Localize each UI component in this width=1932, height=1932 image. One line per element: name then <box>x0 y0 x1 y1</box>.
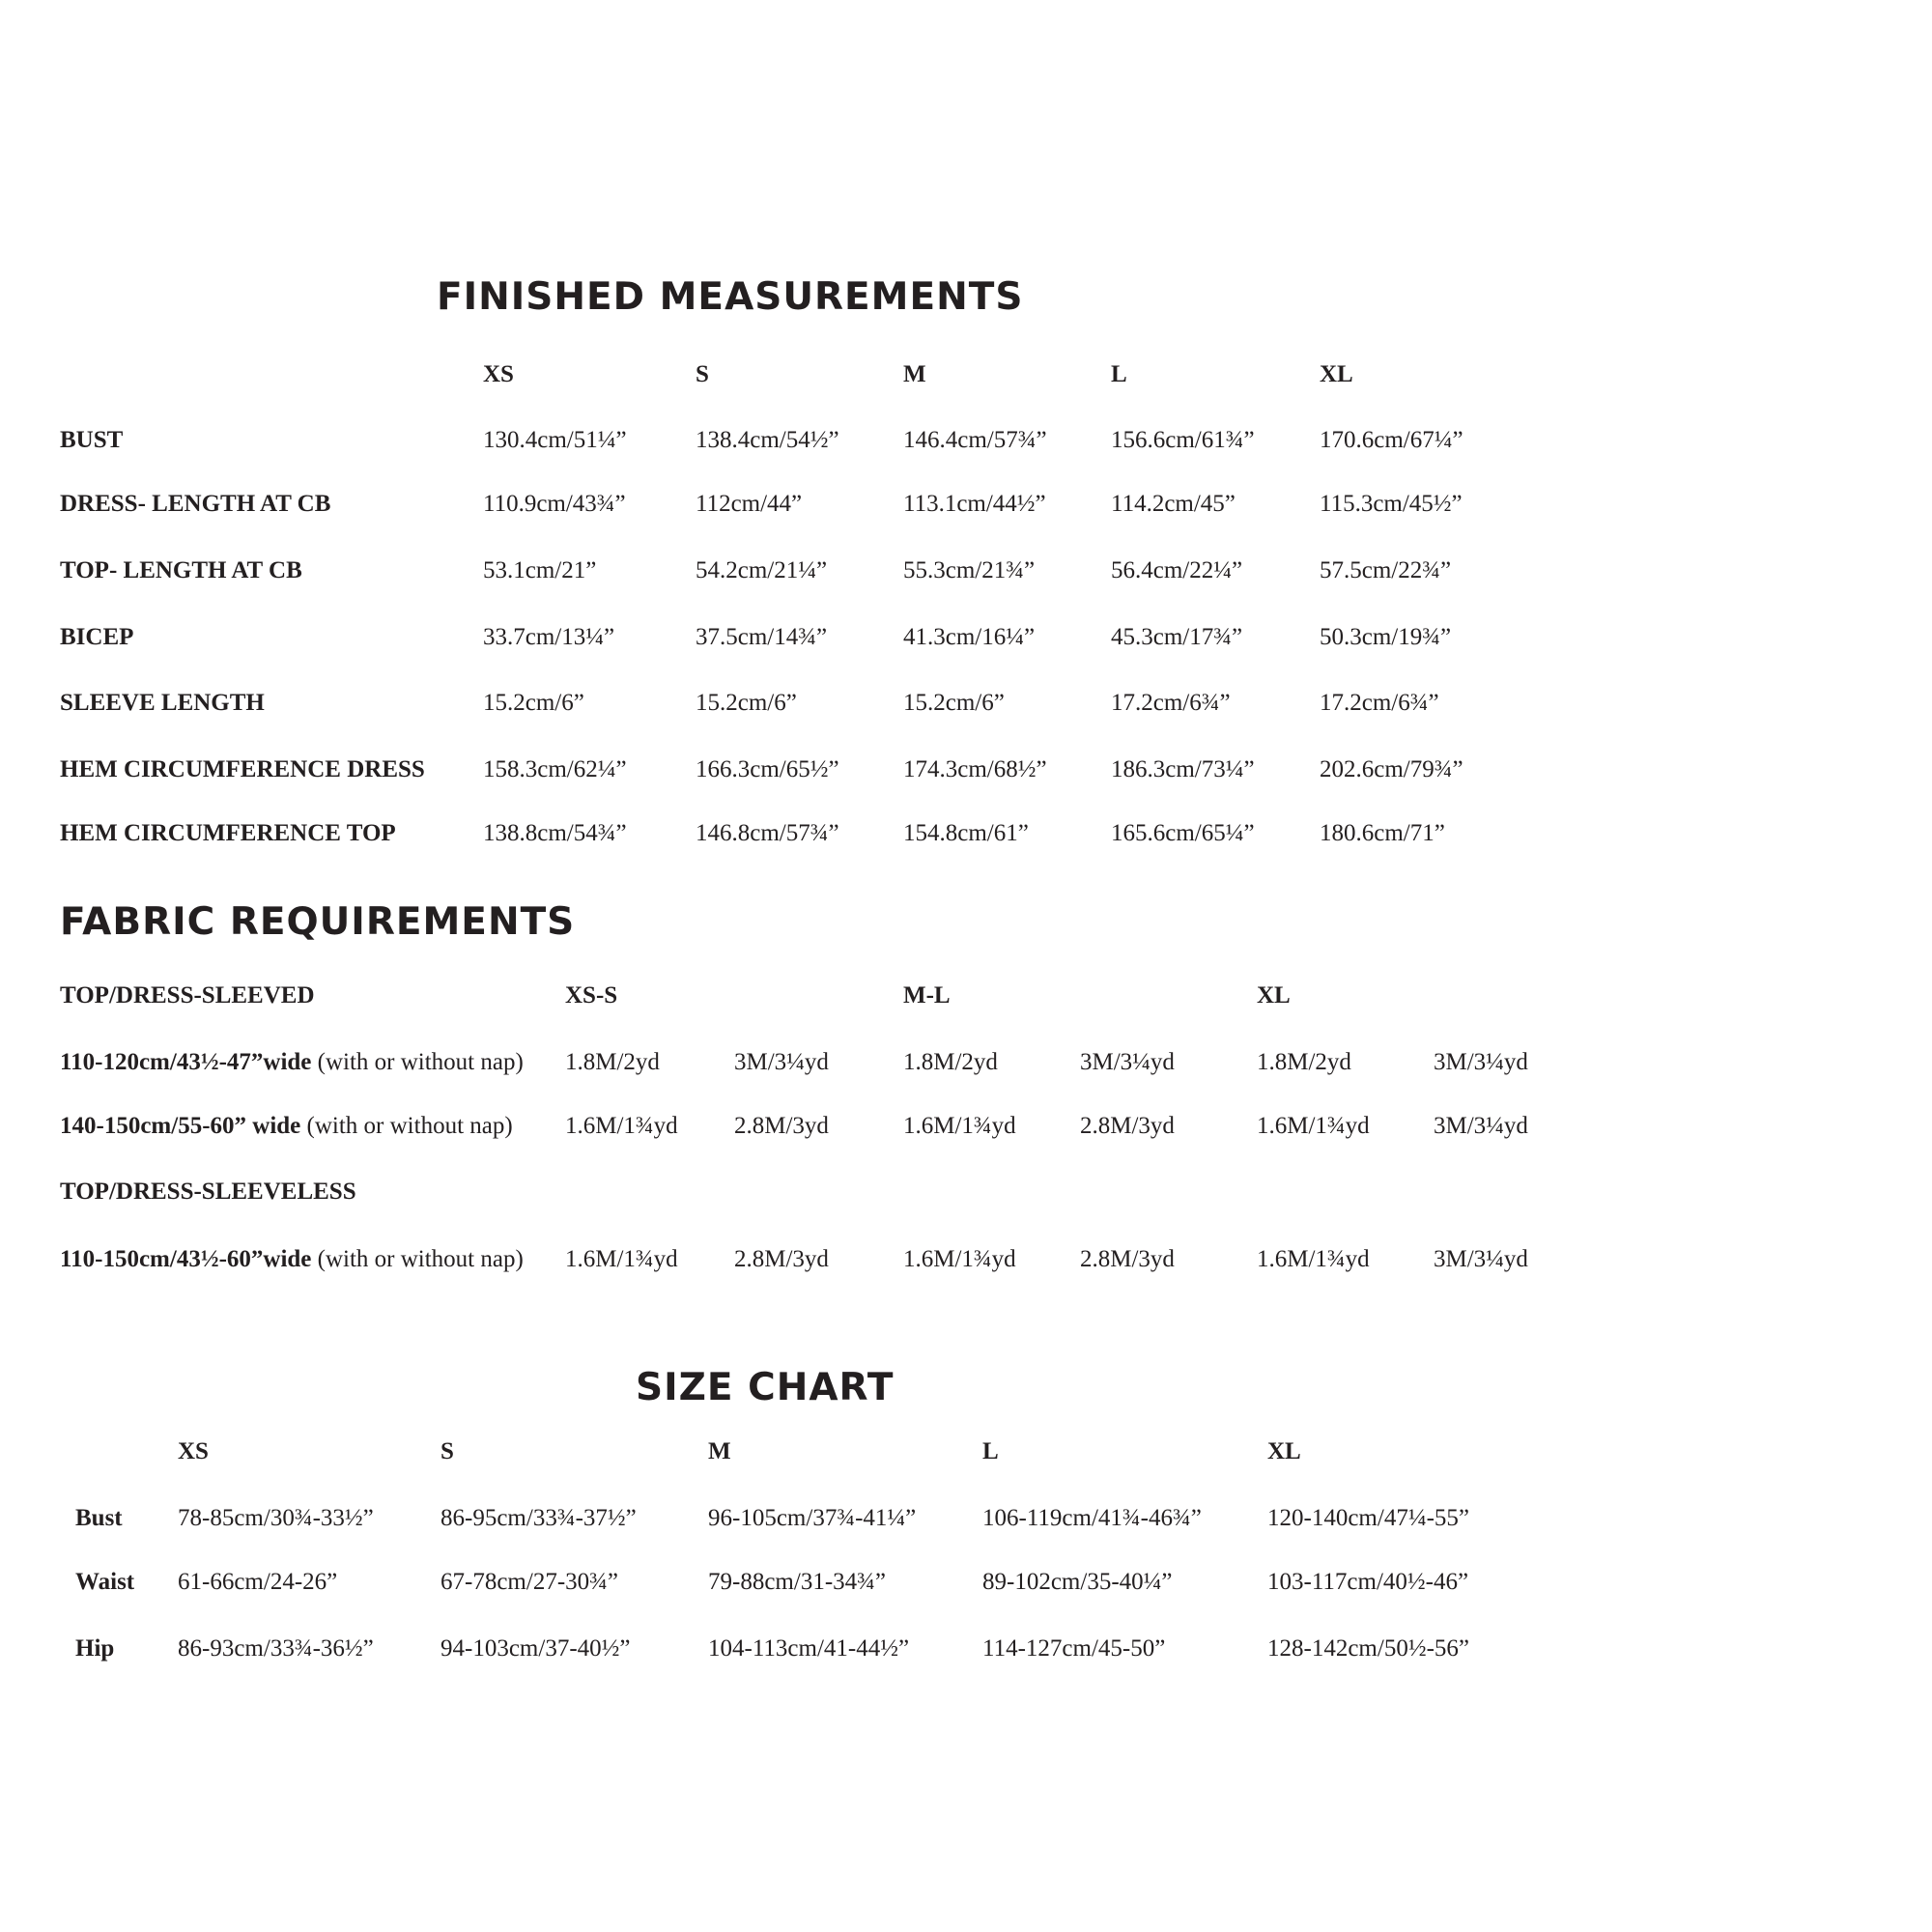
fabric-nap-note: (with or without nap) <box>300 1113 513 1139</box>
fm-size-header: S <box>696 361 709 387</box>
fabric-sleeveless-label: TOP/DRESS-SLEEVELESS <box>60 1179 356 1205</box>
fabric-cell: 2.8M/3yd <box>1080 1246 1175 1272</box>
fabric-cell: 2.8M/3yd <box>734 1113 829 1139</box>
sc-size-header: XS <box>178 1438 209 1464</box>
sc-cell: 86-93cm/33¾-36½” <box>178 1635 374 1662</box>
fabric-cell: 2.8M/3yd <box>734 1246 829 1272</box>
fm-size-header: XS <box>483 361 514 387</box>
fm-cell: 174.3cm/68½” <box>903 756 1047 782</box>
sc-cell: 78-85cm/30¾-33½” <box>178 1505 374 1531</box>
fm-row-label: DRESS- LENGTH AT CB <box>60 491 331 517</box>
fabric-cell: 1.8M/2yd <box>903 1049 998 1075</box>
size-chart-title: SIZE CHART <box>636 1366 895 1409</box>
fabric-width-value: 140-150cm/55-60” wide <box>60 1113 301 1139</box>
sc-row-label: Waist <box>75 1569 135 1595</box>
sc-cell: 86-95cm/33¾-37½” <box>440 1505 637 1531</box>
fabric-size-group-header: XL <box>1257 982 1291 1009</box>
fabric-cell: 3M/3¼yd <box>1080 1049 1175 1075</box>
fabric-cell: 1.6M/1¾yd <box>1257 1246 1370 1272</box>
fabric-nap-note: (with or without nap) <box>311 1246 524 1272</box>
fm-cell: 165.6cm/65¼” <box>1111 820 1255 846</box>
fabric-requirements-title: FABRIC REQUIREMENTS <box>60 900 576 944</box>
sc-cell: 94-103cm/37-40½” <box>440 1635 631 1662</box>
fm-cell: 55.3cm/21¾” <box>903 557 1036 583</box>
sc-cell: 106-119cm/41¾-46¾” <box>982 1505 1202 1531</box>
fabric-cell: 1.8M/2yd <box>1257 1049 1351 1075</box>
fm-cell: 166.3cm/65½” <box>696 756 839 782</box>
fm-cell: 56.4cm/22¼” <box>1111 557 1243 583</box>
sc-row-label: Bust <box>75 1505 123 1531</box>
fabric-width-value: 110-120cm/43½-47”wide <box>60 1049 312 1075</box>
fm-cell: 17.2cm/6¾” <box>1320 690 1439 716</box>
sc-size-header: M <box>708 1438 731 1464</box>
fm-cell: 112cm/44” <box>696 491 803 517</box>
fm-size-header: M <box>903 361 926 387</box>
fabric-width-label <box>60 1048 524 1077</box>
fm-cell: 115.3cm/45½” <box>1320 491 1463 517</box>
fabric-size-group-header: XS-S <box>565 982 618 1009</box>
fabric-width-label <box>60 1245 524 1274</box>
fm-cell: 114.2cm/45” <box>1111 491 1236 517</box>
sc-cell: 120-140cm/47¼-55” <box>1267 1505 1469 1531</box>
fm-row-label: HEM CIRCUMFERENCE DRESS <box>60 756 425 782</box>
fm-cell: 146.8cm/57¾” <box>696 820 839 846</box>
fm-cell: 33.7cm/13¼” <box>483 624 615 650</box>
fabric-cell: 3M/3¼yd <box>1434 1049 1528 1075</box>
fabric-sleeved-label: TOP/DRESS-SLEEVED <box>60 982 315 1009</box>
fabric-cell: 1.6M/1¾yd <box>903 1113 1016 1139</box>
fm-row-label: BICEP <box>60 624 134 650</box>
fm-cell: 170.6cm/67¼” <box>1320 427 1463 453</box>
fabric-cell: 1.6M/1¾yd <box>903 1246 1016 1272</box>
fabric-cell: 3M/3¼yd <box>1434 1246 1528 1272</box>
fabric-cell: 1.6M/1¾yd <box>565 1113 678 1139</box>
fm-cell: 15.2cm/6” <box>696 690 797 716</box>
fm-row-label: BUST <box>60 427 124 453</box>
sc-size-header: S <box>440 1438 454 1464</box>
fm-cell: 202.6cm/79¾” <box>1320 756 1463 782</box>
sc-cell: 128-142cm/50½-56” <box>1267 1635 1469 1662</box>
fm-cell: 138.4cm/54½” <box>696 427 839 453</box>
sc-size-header: XL <box>1267 1438 1301 1464</box>
fm-cell: 110.9cm/43¾” <box>483 491 626 517</box>
sc-cell: 96-105cm/37¾-41¼” <box>708 1505 917 1531</box>
fm-cell: 41.3cm/16¼” <box>903 624 1036 650</box>
fm-cell: 186.3cm/73¼” <box>1111 756 1255 782</box>
fm-cell: 37.5cm/14¾” <box>696 624 828 650</box>
fm-cell: 146.4cm/57¾” <box>903 427 1047 453</box>
fm-cell: 15.2cm/6” <box>903 690 1005 716</box>
fm-row-label: HEM CIRCUMFERENCE TOP <box>60 820 396 846</box>
fabric-cell: 1.6M/1¾yd <box>1257 1113 1370 1139</box>
fm-cell: 158.3cm/62¼” <box>483 756 627 782</box>
fabric-cell: 3M/3¼yd <box>734 1049 829 1075</box>
fm-cell: 53.1cm/21” <box>483 557 597 583</box>
sc-cell: 114-127cm/45-50” <box>982 1635 1166 1662</box>
fm-cell: 17.2cm/6¾” <box>1111 690 1231 716</box>
fm-cell: 57.5cm/22¾” <box>1320 557 1452 583</box>
fabric-width-value: 110-150cm/43½-60”wide <box>60 1246 312 1272</box>
fm-cell: 50.3cm/19¾” <box>1320 624 1452 650</box>
fm-size-header: L <box>1111 361 1127 387</box>
sc-cell: 67-78cm/27-30¾” <box>440 1569 618 1595</box>
fabric-size-group-header: M-L <box>903 982 951 1009</box>
sc-cell: 89-102cm/35-40¼” <box>982 1569 1173 1595</box>
fabric-cell: 3M/3¼yd <box>1434 1113 1528 1139</box>
fm-cell: 45.3cm/17¾” <box>1111 624 1243 650</box>
fm-cell: 156.6cm/61¾” <box>1111 427 1255 453</box>
fm-cell: 113.1cm/44½” <box>903 491 1046 517</box>
fm-cell: 15.2cm/6” <box>483 690 584 716</box>
sc-row-label: Hip <box>75 1635 115 1662</box>
fm-size-header: XL <box>1320 361 1353 387</box>
fabric-nap-note: (with or without nap) <box>311 1049 524 1075</box>
finished-measurements-title: FINISHED MEASUREMENTS <box>437 275 1024 319</box>
fabric-width-label <box>60 1112 513 1141</box>
fm-cell: 130.4cm/51¼” <box>483 427 627 453</box>
sc-cell: 61-66cm/24-26” <box>178 1569 338 1595</box>
fm-cell: 138.8cm/54¾” <box>483 820 627 846</box>
fabric-cell: 1.6M/1¾yd <box>565 1246 678 1272</box>
fm-cell: 154.8cm/61” <box>903 820 1029 846</box>
fm-cell: 54.2cm/21¼” <box>696 557 828 583</box>
sc-cell: 104-113cm/41-44½” <box>708 1635 910 1662</box>
fm-row-label: TOP- LENGTH AT CB <box>60 557 302 583</box>
fm-cell: 180.6cm/71” <box>1320 820 1445 846</box>
fabric-cell: 2.8M/3yd <box>1080 1113 1175 1139</box>
sc-cell: 103-117cm/40½-46” <box>1267 1569 1469 1595</box>
fabric-cell: 1.8M/2yd <box>565 1049 660 1075</box>
sc-cell: 79-88cm/31-34¾” <box>708 1569 886 1595</box>
sc-size-header: L <box>982 1438 999 1464</box>
fm-row-label: SLEEVE LENGTH <box>60 690 265 716</box>
